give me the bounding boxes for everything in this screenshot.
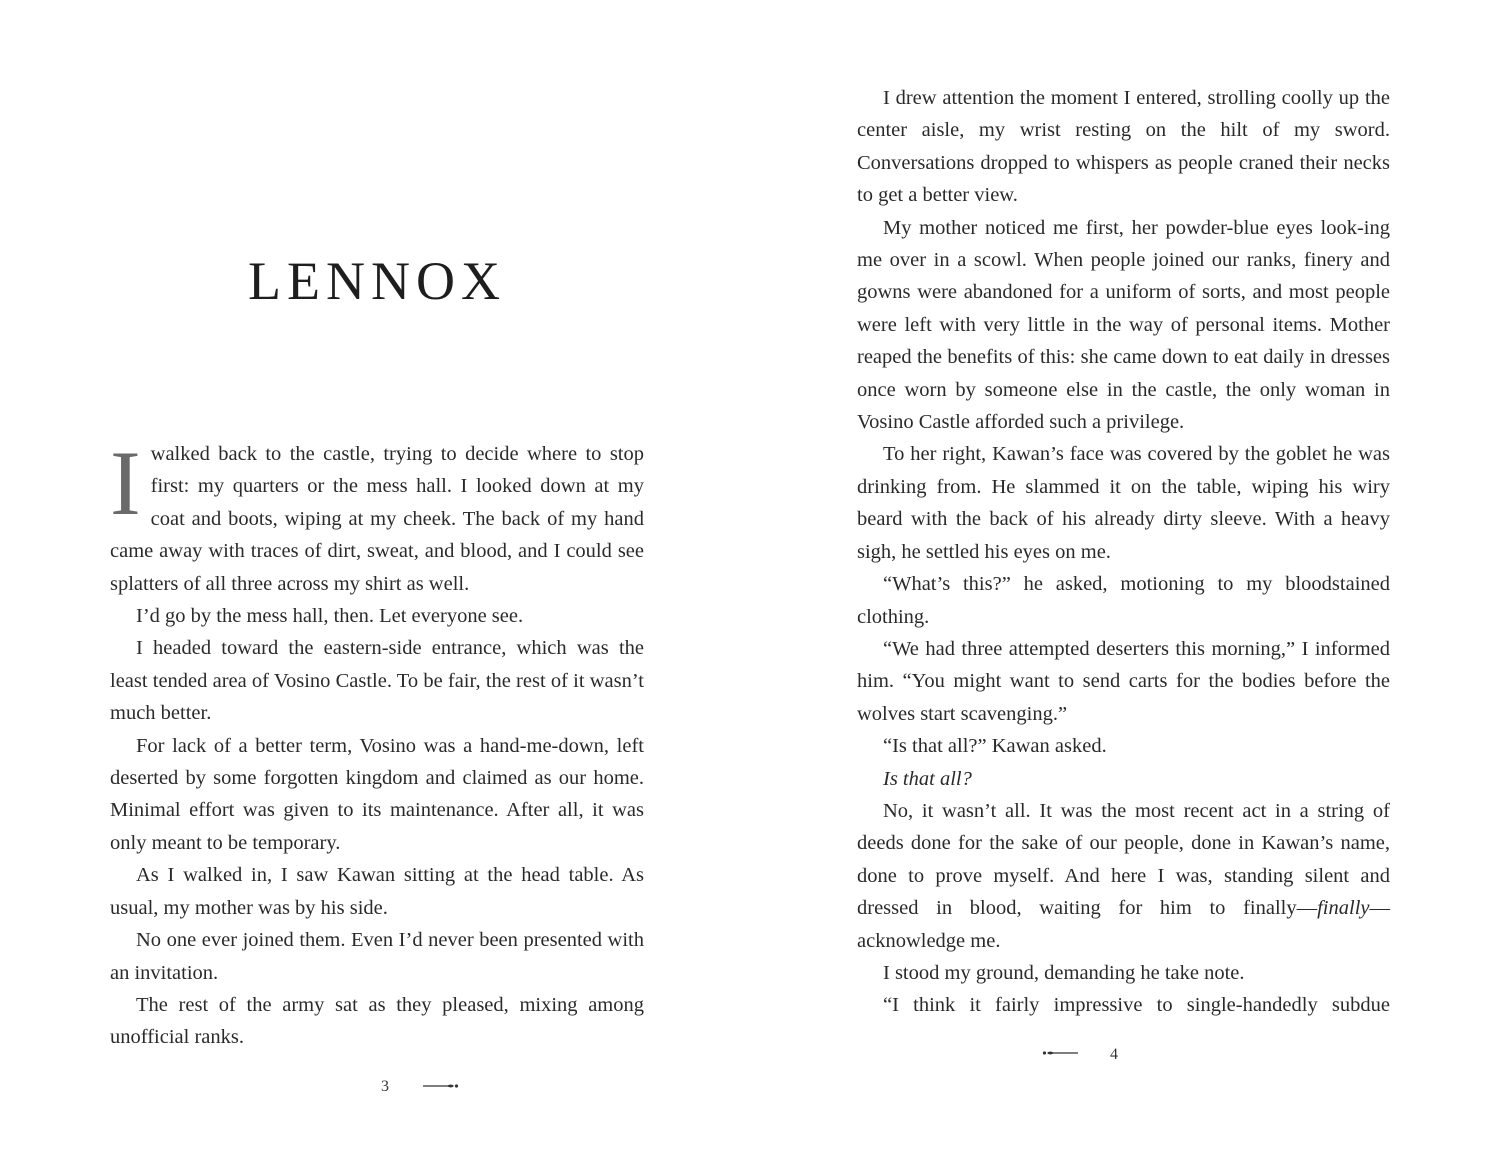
drop-cap: I [110, 432, 141, 534]
chapter-title: LENNOX [248, 251, 506, 311]
flourish-right-icon [423, 1082, 459, 1090]
paragraph: My mother noticed me first, her powder-blue eyes look-ing me over in a scowl. When people joined our ranks, finery and gowns were abandoned for a uniform of sorts, and most people were left with very little in the way of personal items. Mother reaped the benefits of this: she came down to eat daily in dresses once worn by someone else in the castle, the only woman in Vosino Castle afforded such a privilege. [857, 216, 1390, 434]
paragraph-finally-before: No, it wasn’t all. It was the most recent act in a string of deeds done for the sake of our people, done in Kawan’s name, done to prove myself. And here I was, standing silent and dressed in blood, waiting for him to finally— [857, 799, 1390, 920]
paragraph: I drew attention the moment I entered, strolling coolly up the center aisle, my wrist resting on the hilt of my sword. Conversations dropped to whispers as people craned their necks to get a better view. [857, 87, 1390, 207]
left-page [110, 0, 644, 1151]
flourish-left-icon [1042, 1049, 1078, 1057]
paragraph: I headed toward the eastern-side entrance, which was the least tended area of Vosino Castle. To be fair, the rest of it wasn’t much better. [110, 637, 644, 725]
italic-paragraph: Is that all? [883, 767, 972, 790]
paragraph: I’d go by the mess hall, then. Let everyone see. [136, 605, 524, 628]
paragraph: I stood my ground, demanding he take note. [883, 961, 1245, 984]
left-body-text [110, 432, 644, 1054]
paragraph: “Is that all?” Kawan asked. [883, 735, 1107, 758]
right-body-text [857, 82, 1390, 1022]
right-page-number: 4 [1110, 1046, 1118, 1063]
paragraph: For lack of a better term, Vosino was a hand-me-down, left deserted by some forgotten kingdom and claimed as our home. Minimal effort was given to its maintenance. After all, it was only meant to be temporary. [110, 734, 644, 854]
paragraph: “What’s this?” he asked, motioning to my bloodstained clothing. [857, 573, 1390, 628]
paragraph: As I walked in, I saw Kawan sitting at the head table. As usual, my mother was by his side. [110, 864, 644, 919]
paragraph: “I think it fairly impressive to single-handedly subdue [883, 994, 1390, 1017]
opening-paragraph [110, 432, 644, 600]
paragraph: The rest of the army sat as they pleased, mixing among unofficial ranks. [110, 993, 644, 1049]
paragraph-finally-after: — acknowledge me. [857, 897, 1390, 952]
paragraph-finally-emphasis: finally [1317, 897, 1370, 920]
paragraph: To her right, Kawan’s face was covered by the goblet he was drinking from. He slammed it on the table, wiping his wiry beard with the back of his already dirty sleeve. With a heavy sigh, he settled his eyes on me. [857, 443, 1390, 563]
left-page-number: 3 [381, 1078, 389, 1095]
paragraph: “We had three attempted deserters this morning,” I informed him. “You might want to send carts for the bodies before the wolves start scavenging.” [857, 637, 1390, 725]
right-page [857, 0, 1390, 1151]
opening-paragraph-text: walked back to the castle, trying to decide where to stop first: my quarters or the mess hall. I looked down at my coat and boots, wiping at my cheek. The back of my hand came away with traces of dirt, sweat, and blood, and I could see splatters of all three across my shirt as well. [110, 443, 644, 595]
paragraph: No one ever joined them. Even I’d never been presented with an invitation. [110, 929, 644, 984]
paragraph-finally [857, 795, 1390, 957]
